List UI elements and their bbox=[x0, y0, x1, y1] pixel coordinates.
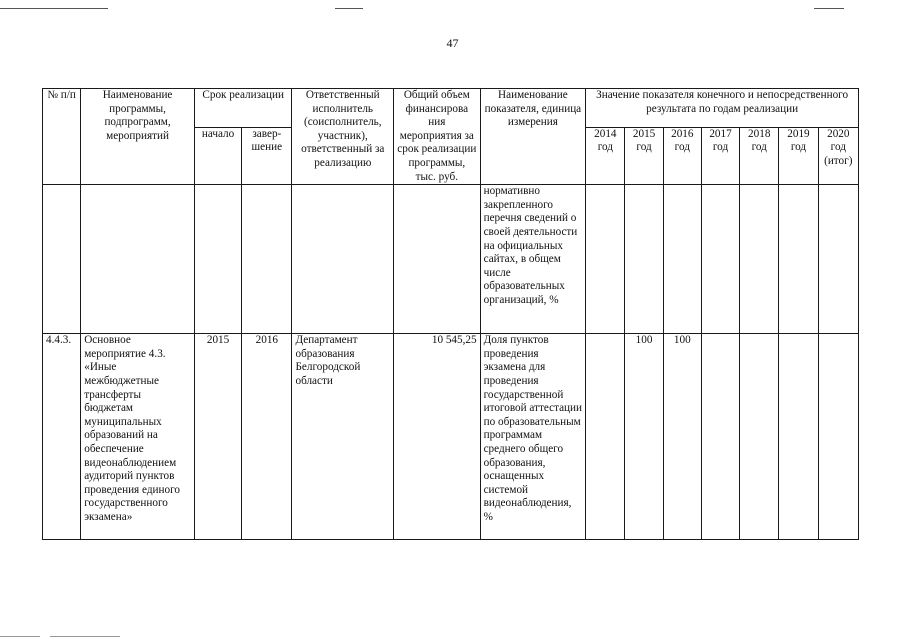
header-year-2020 bbox=[818, 127, 858, 184]
year-suffix: год bbox=[790, 141, 807, 154]
year-label: 2018 bbox=[748, 127, 771, 140]
cell-value-2018 bbox=[740, 185, 779, 334]
cell-responsible bbox=[292, 185, 394, 334]
header-values-group: Значение показателя конечного и непосредственного результата по годам реализации bbox=[586, 89, 859, 128]
cell-responsible: Департамент образования Белгородской области bbox=[292, 334, 394, 540]
cell-end bbox=[242, 185, 292, 334]
table-row-continuation bbox=[43, 185, 859, 334]
cell-value-2017 bbox=[701, 334, 739, 540]
year-suffix: год bbox=[674, 141, 690, 154]
cell-financing bbox=[394, 185, 481, 334]
cell-value-2020 bbox=[818, 185, 858, 334]
header-year-2015 bbox=[625, 127, 663, 184]
cell-value-2019 bbox=[779, 185, 818, 334]
header-financing: Общий объем финансирова ния мероприятия за срок реализации программы, тыс. руб. bbox=[394, 89, 481, 185]
header-responsible: Ответственный исполнитель (соисполнитель, участник), ответственный за реализацию bbox=[292, 89, 394, 185]
year-label: 2016 bbox=[671, 127, 694, 140]
header-num: № п/п bbox=[43, 89, 81, 185]
header-indicator: Наименование показателя, единица измерения bbox=[480, 89, 586, 185]
cell-value-2020 bbox=[818, 334, 858, 540]
year-suffix: год bbox=[636, 141, 652, 154]
cell-indicator: Доля пунктов проведения экзамена для проведения государственной итоговой аттестации по образовательным программам среднего общего образования, оснащенных системой видеонаблюдения, % bbox=[480, 334, 586, 540]
cell-value-2014 bbox=[586, 334, 625, 540]
table-row-4-4-3 bbox=[43, 334, 859, 540]
top-edge-line-mid bbox=[335, 8, 363, 9]
cell-num: 4.4.3. bbox=[43, 334, 81, 540]
cell-end: 2016 bbox=[242, 334, 292, 540]
cell-value-2015: 100 bbox=[625, 334, 663, 540]
year-suffix: год bbox=[712, 141, 729, 154]
top-edge-line-left bbox=[0, 8, 108, 9]
header-row-top bbox=[43, 89, 859, 128]
cell-name: Основное мероприятие 4.3. «Иные межбюджетные трансферты бюджетам муниципальных образований на обеспечение видеонаблюдением аудиторий пунктов проведения единого государственного экзамена» bbox=[81, 334, 195, 540]
header-year-2017 bbox=[701, 127, 739, 184]
header-period: Срок реализации bbox=[194, 89, 292, 128]
program-table bbox=[42, 88, 859, 540]
year-label: 2019 bbox=[787, 127, 810, 140]
cell-name bbox=[81, 185, 195, 334]
bottom-edge-line-left bbox=[0, 636, 40, 637]
cell-start bbox=[194, 185, 241, 334]
top-edge-line-right bbox=[814, 8, 844, 9]
cell-value-2014 bbox=[586, 185, 625, 334]
cell-start: 2015 bbox=[194, 334, 241, 540]
year-label: 2020 bbox=[827, 127, 850, 140]
page-number: 47 bbox=[446, 36, 459, 50]
header-year-2016 bbox=[663, 127, 701, 184]
cell-num bbox=[43, 185, 81, 334]
header-year-2019 bbox=[779, 127, 818, 184]
cell-value-2015 bbox=[625, 185, 663, 334]
year-label: 2015 bbox=[632, 127, 656, 140]
year-suffix: год bbox=[751, 141, 767, 154]
cell-value-2018 bbox=[740, 334, 779, 540]
header-year-2014 bbox=[586, 127, 625, 184]
year-label: 2014 bbox=[594, 127, 617, 140]
header-name: Наименование программы, подпрограмм, мероприятий bbox=[81, 89, 195, 185]
year-suffix: год (итог) bbox=[824, 141, 853, 167]
header-year-2018 bbox=[740, 127, 779, 184]
year-suffix: год bbox=[597, 141, 613, 154]
cell-indicator: нормативно закрепленного перечня сведений о своей деятельности на официальных сайтах, в общем числе образовательных организаций, % bbox=[480, 185, 586, 334]
cell-value-2017 bbox=[701, 185, 739, 334]
cell-value-2016: 100 bbox=[663, 334, 701, 540]
cell-value-2016 bbox=[663, 185, 701, 334]
cell-financing: 10 545,25 bbox=[394, 334, 481, 540]
year-label: 2017 bbox=[709, 127, 732, 140]
header-start: начало bbox=[194, 127, 241, 184]
bottom-edge-line-mid bbox=[50, 636, 120, 637]
cell-value-2019 bbox=[779, 334, 818, 540]
header-end: завер-шение bbox=[242, 127, 292, 184]
